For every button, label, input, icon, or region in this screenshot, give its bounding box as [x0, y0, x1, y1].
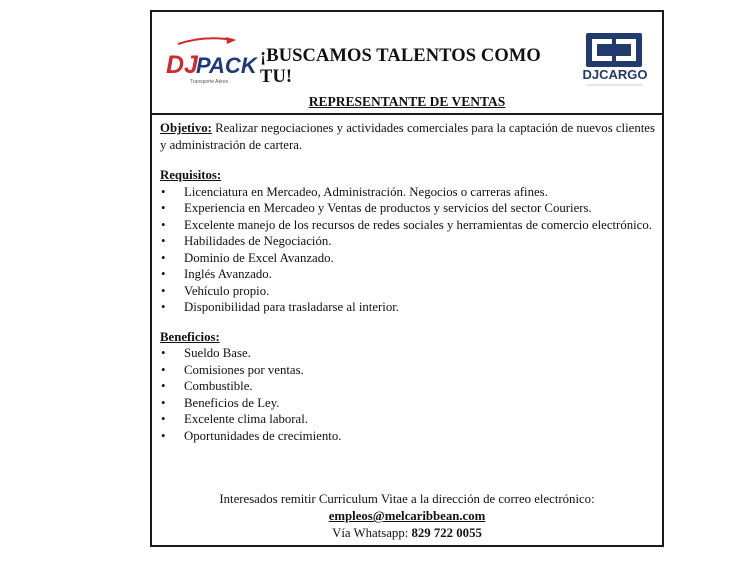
- svg-text:DJCARGO: DJCARGO: [582, 67, 648, 82]
- list-item: • Beneficios de Ley.: [161, 395, 280, 410]
- requirements-title: Requisitos:: [160, 168, 222, 182]
- job-title: REPRESENTANTE DE VENTAS: [308, 94, 506, 109]
- djcargo-logo: [573, 29, 657, 91]
- list-item: • Habilidades de Negociación.: [161, 234, 332, 248]
- list-item: • Dominio de Excel Avanzado.: [161, 250, 334, 265]
- objective-label: Objetivo:: [160, 121, 212, 135]
- objective: [160, 120, 656, 153]
- job-flyer: [150, 10, 664, 547]
- list-item: • Oportunidades de crecimiento.: [161, 428, 342, 443]
- list-item: • Combustible.: [161, 379, 253, 393]
- whatsapp-label: Vía Whatsapp:: [332, 526, 412, 540]
- list-item: • Excelente manejo de los recursos de redes sociales y herramientas de comercio electrónico.: [161, 217, 652, 232]
- djpack-logo: [164, 35, 257, 89]
- flyer-header: [152, 12, 662, 114]
- list-item: • Licenciatura en Mercadeo, Administración. Negocios o carreras afines.: [161, 184, 548, 199]
- flyer-body: [160, 120, 656, 444]
- list-item: • Experiencia en Mercadeo y Ventas de productos y servicios del sector Couriers.: [161, 201, 592, 215]
- svg-text:DJ: DJ: [166, 51, 198, 79]
- list-item: • Comisiones por ventas.: [161, 362, 304, 377]
- objective-text: Realizar negociaciones y actividades comerciales para la captación de nuevos clientes y administración de cartera.: [160, 121, 655, 152]
- list-item: • Inglés Avanzado.: [161, 267, 272, 281]
- svg-text:Transporte Aéreo: Transporte Aéreo: [190, 79, 229, 85]
- benefits-list: [160, 345, 656, 444]
- email-link[interactable]: empleos@melcaribbean.com: [328, 509, 486, 523]
- requirements-list: [160, 184, 656, 316]
- apply-instructions: Interesados remitir Curriculum Vitae a la dirección de correo electrónico:: [219, 492, 595, 506]
- whatsapp-contact: [152, 525, 662, 542]
- headline: ¡BUSCAMOS TALENTOS COMO TU!: [260, 46, 541, 87]
- list-item: • Vehículo propio.: [161, 283, 270, 298]
- list-item: • Excelente clima laboral.: [161, 412, 308, 426]
- benefits-title: Beneficios:: [160, 329, 220, 344]
- flyer-footer: [152, 491, 662, 542]
- svg-text:PACK: PACK: [196, 53, 257, 78]
- whatsapp-number[interactable]: 829 722 0055: [411, 526, 482, 540]
- list-item: • Sueldo Base.: [161, 346, 251, 360]
- header-divider: [152, 113, 662, 115]
- list-item: • Disponibilidad para trasladarse al interior.: [161, 300, 399, 314]
